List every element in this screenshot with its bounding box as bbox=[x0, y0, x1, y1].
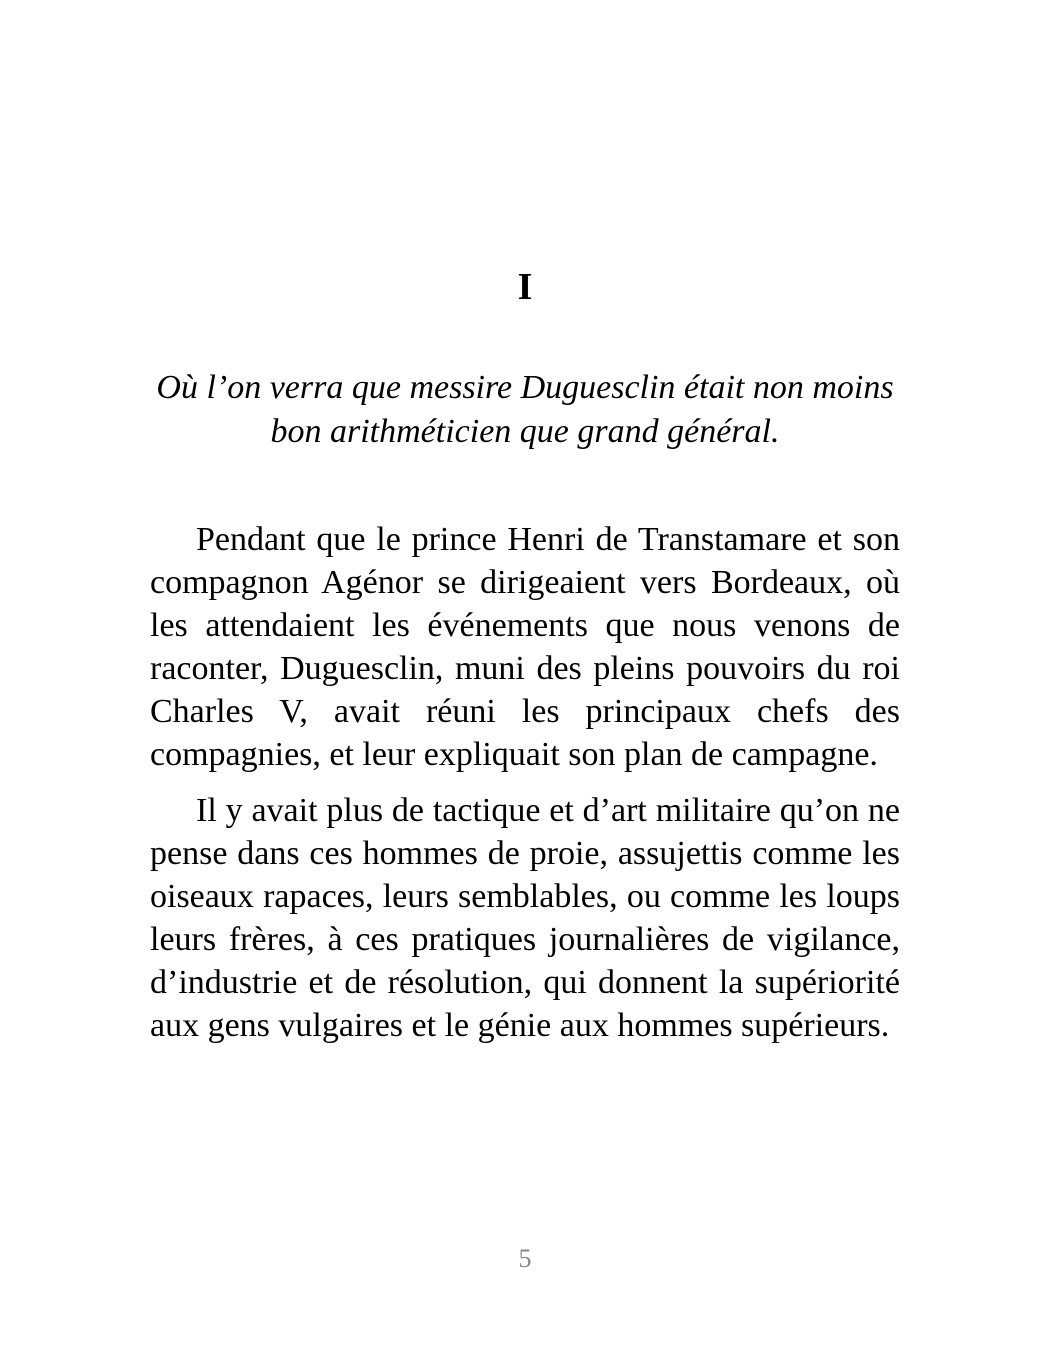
page-number: 5 bbox=[518, 1244, 532, 1273]
book-page bbox=[150, 0, 900, 1350]
chapter-body bbox=[150, 518, 900, 1060]
paragraph-1: Pendant que le prince Henri de Transtamare et son compagnon Agénor se dirigeaient vers Bordeaux, où les attendaient les événements que nous venons de raconter, Duguesclin, muni des pleins pouvoirs du roi Charles V, avait réuni les principaux chefs des compagnies, et leur expliquait son plan de campagne. bbox=[150, 521, 900, 773]
chapter-number: I bbox=[517, 266, 533, 308]
paragraph-2: Il y avait plus de tactique et d’art militaire qu’on ne pense dans ces hommes de proie, assujettis comme les oiseaux rapaces, leurs semblables, ou comme les loups leurs frères, à ces pratiques journalières de vigilance, d’industrie et de résolution, qui donnent la supériorité aux gens vulgaires et le génie aux hommes supérieurs. bbox=[150, 792, 900, 1044]
chapter-subtitle: Où l’on verra que messire Duguesclin était non moins bon arithméticien que grand général. bbox=[156, 369, 894, 450]
